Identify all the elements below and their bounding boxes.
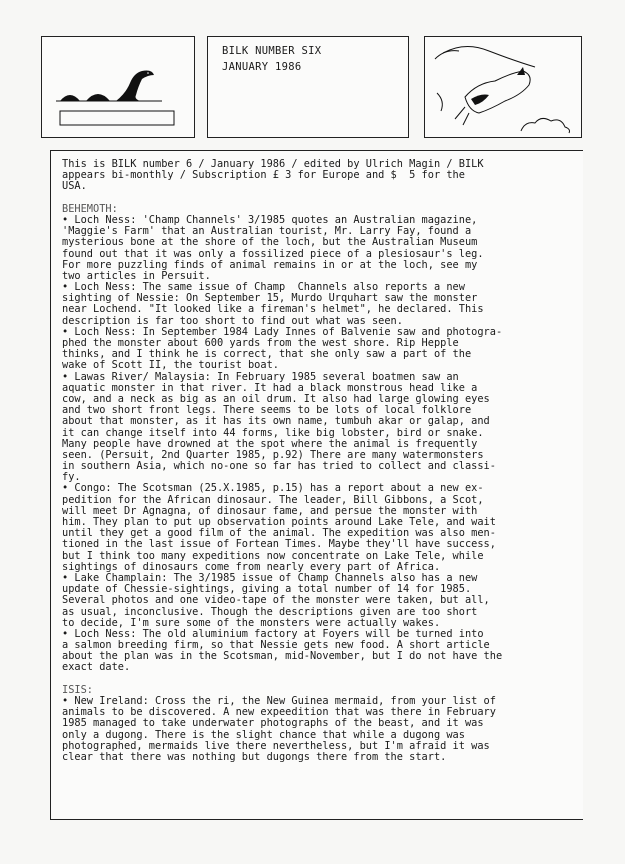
flying-creature-drawing xyxy=(425,37,581,137)
text-line: in southern Asia, which no-one so far has tried to collect and classi- xyxy=(62,460,496,473)
text-line: 1985 managed to take underwater photographs of the beast, and it was xyxy=(62,717,484,730)
text-line: two articles in Persuit. xyxy=(62,269,211,282)
text-line: tioned in the last issue of Fortean Times. Maybe they'll have success, xyxy=(62,538,496,551)
text-line: photographed, mermaids live there nevertheless, but I'm afraid it was xyxy=(62,739,490,752)
nessie-illustration-box xyxy=(41,36,195,138)
text-line: him. They plan to put up observation points around Lake Tele, and wait xyxy=(62,516,496,528)
text-line: ISIS: xyxy=(62,683,93,696)
text-line: seen. (Persuit, 2nd Quarter 1985, p.92) There are many watermonsters xyxy=(62,448,484,461)
text-line: description is far too short to find out what was seen. xyxy=(62,314,403,327)
issue-header-box xyxy=(207,36,409,138)
text-line: • Loch Ness: 'Champ Channels' 3/1985 quotes an Australian magazine, xyxy=(62,213,478,226)
article-text-box xyxy=(50,150,583,820)
text-line: fy. xyxy=(62,471,81,484)
text-line: as usual, inconclusive. Though the descriptions given are too short xyxy=(62,605,478,618)
text-line: wake of Scott II, the tourist boat. xyxy=(62,359,279,372)
text-line: This is BILK number 6 / January 1986 / edited by Ulrich Magin / BILK xyxy=(62,158,484,170)
text-line: found out that it was only a fossilized piece of a plesiosaur's leg. xyxy=(62,247,484,260)
text-line: pedition for the African dinosaur. The leader, Bill Gibbons, a Scot, xyxy=(62,493,484,506)
text-line: Several photos and one video-tape of the monster were taken, but all, xyxy=(62,594,490,607)
text-line: near Lochend. "It looked like a fireman's helmet", he declared. This xyxy=(62,303,484,316)
text-line: until they get a good film of the animal. The expedition was also men- xyxy=(62,527,496,540)
text-line: clear that there was nothing but dugongs there from the start. xyxy=(62,750,447,763)
text-line: cow, and a neck as big as an oil drum. It also had large glowing eyes xyxy=(62,392,490,405)
dragon-illustration-box xyxy=(424,36,582,138)
text-line: aquatic monster in that river. It had a black monstrous head like a xyxy=(62,381,478,394)
text-line: but I think too many expeditions now concentrate on Lake Tele, while xyxy=(62,549,484,562)
text-line xyxy=(62,193,582,204)
text-line: • New Ireland: Cross the ri, the New Guinea mermaid, from your list of xyxy=(62,695,496,707)
text-line: appears bi-monthly / Subscription £ 3 for Europe and $ 5 for the xyxy=(62,169,465,182)
text-line: about that monster, as it has its own name, tumbuh akar or galap, and xyxy=(62,415,490,428)
text-line: sightings of dinosaurs come from nearly every part of Africa. xyxy=(62,560,441,573)
text-line: BEHEMOTH: xyxy=(62,202,118,215)
text-line: update of Chessie-sightings, giving a total number of 14 for 1985. xyxy=(62,583,472,596)
text-line: • Loch Ness: In September 1984 Lady Innes of Balvenie saw and photogra- xyxy=(62,325,503,338)
text-line: USA. xyxy=(62,180,87,193)
text-line: sighting of Nessie: On September 15, Murdo Urquhart saw the monster xyxy=(62,292,478,305)
text-line: and two short front legs. There seems to be lots of local folklore xyxy=(62,404,472,417)
issue-title: BILK NUMBER SIX xyxy=(222,45,322,57)
text-line: • Lawas River/ Malaysia: In February 1985 several boatmen saw an xyxy=(62,370,459,383)
text-line: exact date. xyxy=(62,661,131,674)
text-line: only a dugong. There is the slight chance that while a dugong was xyxy=(62,728,465,741)
text-line: mysterious bone at the shore of the loch, but the Australian Museum xyxy=(62,236,478,249)
text-line: 'Maggie's Farm' that an Australian tourist, Mr. Larry Fay, found a xyxy=(62,225,472,238)
loch-ness-monster-drawing xyxy=(42,37,194,137)
text-line: • Lake Champlain: The 3/1985 issue of Champ Channels also has a new xyxy=(62,571,478,584)
text-line: For more puzzling finds of animal remains in or at the loch, see my xyxy=(62,258,478,271)
text-line: it can change itself into 44 forms, like big lobster, bird or snake. xyxy=(62,426,484,439)
text-line: • Congo: The Scotsman (25.X.1985, p.15) has a report about a new ex- xyxy=(62,482,484,495)
text-line: about the plan was in the Scotsman, mid-November, but I do not have the xyxy=(62,650,503,663)
text-line: phed the monster about 600 yards from the west shore. Rip Hepple xyxy=(62,337,459,349)
text-line: a salmon breeding firm, so that Nessie gets new food. A short article xyxy=(62,639,490,652)
text-line: thinks, and I think he is correct, that she only saw a part of the xyxy=(62,348,472,361)
caption-rectangle xyxy=(60,111,174,125)
text-line: animals to be discovered. A new expeedition that was there in February xyxy=(62,706,496,719)
text-line: • Loch Ness: The same issue of Champ Channels also reports a new xyxy=(62,281,465,294)
text-line: will meet Dr Agnagna, of dinosaur fame, and persue the monster with xyxy=(62,504,478,517)
issue-date: JANUARY 1986 xyxy=(222,61,302,73)
text-line: • Loch Ness: The old aluminium factory at Foyers will be turned into xyxy=(62,627,484,640)
text-line xyxy=(62,674,582,685)
text-line: Many people have drowned at the spot where the animal is frequently xyxy=(62,437,478,450)
article-body xyxy=(62,159,582,763)
text-line: to decide, I'm sure some of the monsters were actually wakes. xyxy=(62,616,441,629)
